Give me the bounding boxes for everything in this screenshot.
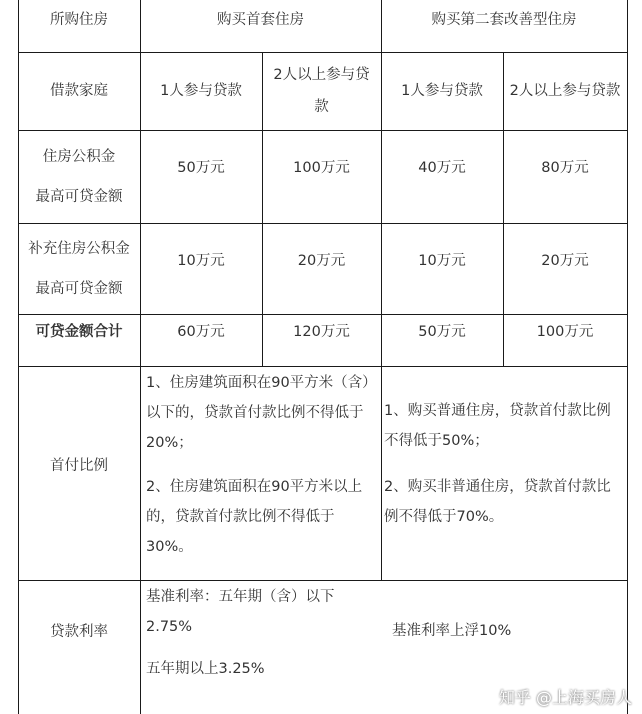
first-two-persons: 2人以上参与贷款 bbox=[273, 67, 370, 115]
fund-second-two: 80万元 bbox=[541, 160, 589, 176]
down-first-rule-1: 1、住房建筑面积在90平方米（含）以下的，贷款首付款比例不得低于20%； bbox=[146, 375, 377, 451]
label-borrower-family: 借款家庭 bbox=[50, 83, 108, 99]
header-first-home: 购买首套住房 bbox=[217, 12, 304, 28]
label-line: 最高可贷金额 bbox=[35, 188, 123, 205]
supp-first-one: 10万元 bbox=[177, 253, 225, 269]
header-second-home: 购买第二套改善型住房 bbox=[431, 12, 577, 28]
label-line: 最高可贷金额 bbox=[35, 280, 123, 297]
column-divider bbox=[627, 0, 628, 714]
label-line: 补充住房公积金 bbox=[28, 240, 130, 257]
label-housing-fund bbox=[18, 130, 140, 223]
down-first-rule-2: 2、住房建筑面积在90平方米以上的，贷款首付款比例不得低于30%。 bbox=[146, 479, 363, 555]
rate-second: 基准利率上浮10% bbox=[392, 623, 512, 639]
row-divider bbox=[18, 580, 628, 581]
fund-first-one: 50万元 bbox=[177, 160, 225, 176]
header-housing: 所购住房 bbox=[50, 12, 108, 28]
rate-first-short-term: 基准利率：五年期（含）以下2.75% bbox=[146, 589, 335, 635]
total-first-two: 120万元 bbox=[293, 324, 350, 340]
fund-first-two: 100万元 bbox=[293, 160, 350, 176]
rate-first-long-term: 五年期以上3.25% bbox=[146, 661, 265, 677]
supp-second-one: 10万元 bbox=[418, 253, 466, 269]
total-first-one: 60万元 bbox=[177, 324, 225, 340]
label-supplementary-fund bbox=[18, 223, 140, 314]
label-interest-rate: 贷款利率 bbox=[50, 624, 108, 640]
first-one-person: 1人参与贷款 bbox=[160, 83, 242, 99]
second-one-person: 1人参与贷款 bbox=[401, 83, 483, 99]
watermark bbox=[499, 685, 632, 708]
total-second-one: 50万元 bbox=[418, 324, 466, 340]
label-line: 住房公积金 bbox=[42, 148, 116, 165]
down-second-rule-1: 1、购买普通住房，贷款首付款比例不得低于50%； bbox=[384, 403, 611, 449]
fund-second-one: 40万元 bbox=[418, 160, 466, 176]
watermark-text: 知乎 @上海买房人 bbox=[498, 688, 632, 707]
down-second-rule-2: 2、购买非普通住房，贷款首付款比例不得低于70%。 bbox=[384, 479, 611, 525]
supp-second-two: 20万元 bbox=[541, 253, 589, 269]
second-two-persons: 2人以上参与贷款 bbox=[509, 83, 621, 99]
supp-first-two: 20万元 bbox=[297, 253, 346, 269]
total-second-two: 100万元 bbox=[536, 324, 594, 340]
label-down-payment: 首付比例 bbox=[50, 458, 108, 474]
label-total-loan: 可贷金额合计 bbox=[35, 324, 123, 340]
